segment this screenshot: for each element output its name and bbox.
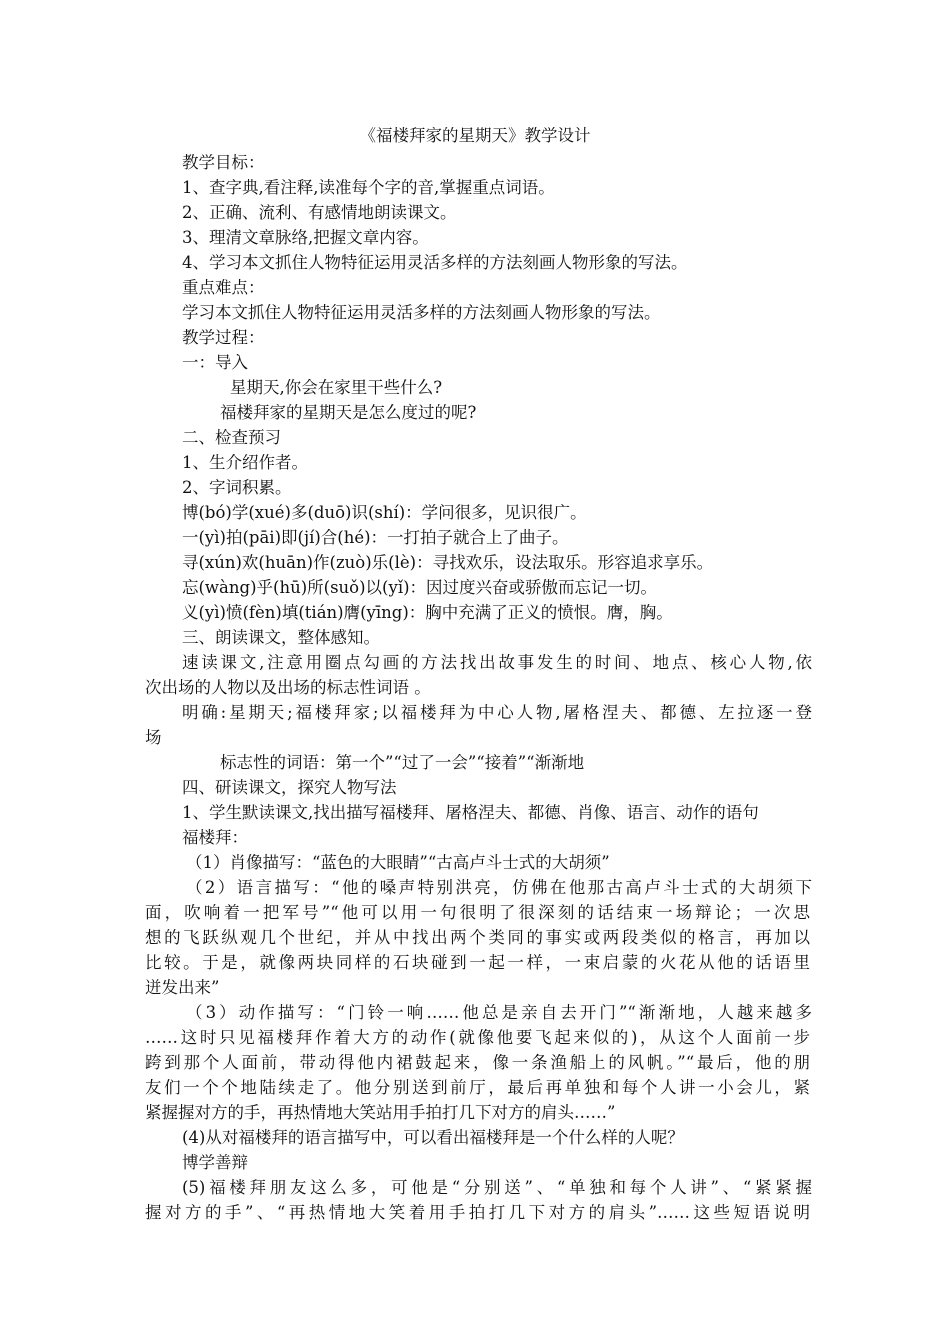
- paragraph-line: 友们一个个地陆续走了。他分别送到前厅，最后再单独和每个人讲一小会儿，紧: [145, 1078, 810, 1097]
- paragraph-line: 迸发出来”: [145, 978, 220, 997]
- paragraph-line: 想的飞跃纵观几个世纪，并从中找出两个类同的事实或两段类似的格言，再加以: [145, 928, 810, 947]
- paragraph-line: 比较。于是，就像两块同样的石块碰到一起一样，一束启蒙的火花从他的话语里: [145, 953, 810, 972]
- paragraph-line: 博学善辩: [182, 1153, 248, 1172]
- paragraph-line: 握对方的手”、“再热情地大笑着用手拍打几下对方的肩头”……这些短语说明: [145, 1203, 810, 1222]
- paragraph-line: 速读课文,注意用圈点勾画的方法找出故事发生的时间、地点、核心人物,依: [182, 653, 812, 672]
- paragraph-line: （2）语言描写：“他的嗓声特别洪亮，仿佛在他那古高卢斗士式的大胡须下: [186, 878, 812, 897]
- paragraph-line: 2、字词积累。: [182, 478, 292, 497]
- paragraph-line: 场: [145, 728, 162, 747]
- paragraph-line: 次出场的人物以及出场的标志性词语 。: [145, 678, 431, 697]
- goal-item: 2、正确、流利、有感情地朗读课文。: [182, 203, 457, 222]
- vocab-item: 忘(wàng)乎(hū)所(suǒ)以(yǐ)：因过度兴奋或骄傲而忘记一切。: [182, 578, 658, 597]
- section-heading: 三、朗读课文，整体感知。: [182, 628, 380, 647]
- key-points-text: 学习本文抓住人物特征运用灵活多样的方法刻画人物形象的写法。: [182, 303, 661, 322]
- section-heading: 一：导入: [182, 353, 248, 372]
- goal-item: 1、查字典,看注释,读准每个字的音,掌握重点词语。: [182, 178, 555, 197]
- paragraph-line: （1）肖像描写：“蓝色的大眼睛”“古高卢斗士式的大胡须”: [186, 853, 610, 872]
- paragraph-line: 面，吹响着一把军号”“他可以用一句很明了很深刻的话结束一场辩论；一次思: [145, 903, 810, 922]
- paragraph-line: 1、学生默读课文,找出描写福楼拜、屠格涅夫、都德、肖像、语言、动作的语句: [182, 803, 759, 822]
- heading-teaching-goals: 教学目标：: [182, 153, 265, 172]
- paragraph-line: 跨到那个人面前，带动得他内裙鼓起来，像一条渔船上的风帆。”“最后，他的朋: [145, 1053, 810, 1072]
- vocab-item: 寻(xún)欢(huān)作(zuò)乐(lè)：寻找欢乐，设法取乐。形容追求享乐。: [182, 553, 714, 572]
- vocab-item: 博(bó)学(xué)多(duō)识(shí)：学问很多，见识很广。: [182, 503, 587, 522]
- paragraph-line: (5)福楼拜朋友这么多，可他是“分别送”、“单独和每个人讲”、“紧紧握: [182, 1178, 812, 1197]
- section-heading: 二、检查预习: [182, 428, 281, 447]
- paragraph-line: (4)从对福楼拜的语言描写中，可以看出福楼拜是一个什么样的人呢？: [182, 1128, 684, 1147]
- paragraph-line: 1、生介绍作者。: [182, 453, 308, 472]
- heading-key-points: 重点难点：: [182, 278, 265, 297]
- paragraph-line: 星期天,你会在家里干些什么?: [230, 378, 443, 397]
- paragraph-line: 福楼拜家的星期天是怎么度过的呢?: [220, 403, 477, 422]
- vocab-item: 一(yì)拍(pāi)即(jí)合(hé)：一打拍子就合上了曲子。: [182, 528, 569, 547]
- goal-item: 4、学习本文抓住人物特征运用灵活多样的方法刻画人物形象的写法。: [182, 253, 688, 272]
- paragraph-line: ……这时只见福楼拜作着大方的动作(就像他要飞起来似的)，从这个人面前一步: [145, 1028, 810, 1047]
- paragraph-line: 标志性的词语：第一个”“过了一会”“接着”“渐渐地: [220, 753, 585, 772]
- goal-item: 3、理清文章脉络,把握文章内容。: [182, 228, 429, 247]
- subheading: 福楼拜：: [182, 828, 248, 847]
- paragraph-line: （3）动作描写：“门铃一响……他总是亲自去开门”“渐渐地，人越来越多: [186, 1003, 812, 1022]
- paragraph-line: 明确:星期天;福楼拜家;以福楼拜为中心人物,屠格涅夫、都德、左拉逐一登: [182, 703, 812, 722]
- paragraph-line: 紧握握对方的手，再热情地大笑站用手拍打几下对方的肩头……”: [145, 1103, 616, 1122]
- vocab-item: 义(yì)愤(fèn)填(tián)膺(yīng)：胸中充满了正义的愤恨。膺，胸。: [182, 603, 673, 622]
- document-title: 《福楼拜家的星期天》教学设计: [359, 126, 591, 145]
- heading-teaching-process: 教学过程：: [182, 328, 265, 347]
- section-heading: 四、研读课文，探究人物写法: [182, 778, 397, 797]
